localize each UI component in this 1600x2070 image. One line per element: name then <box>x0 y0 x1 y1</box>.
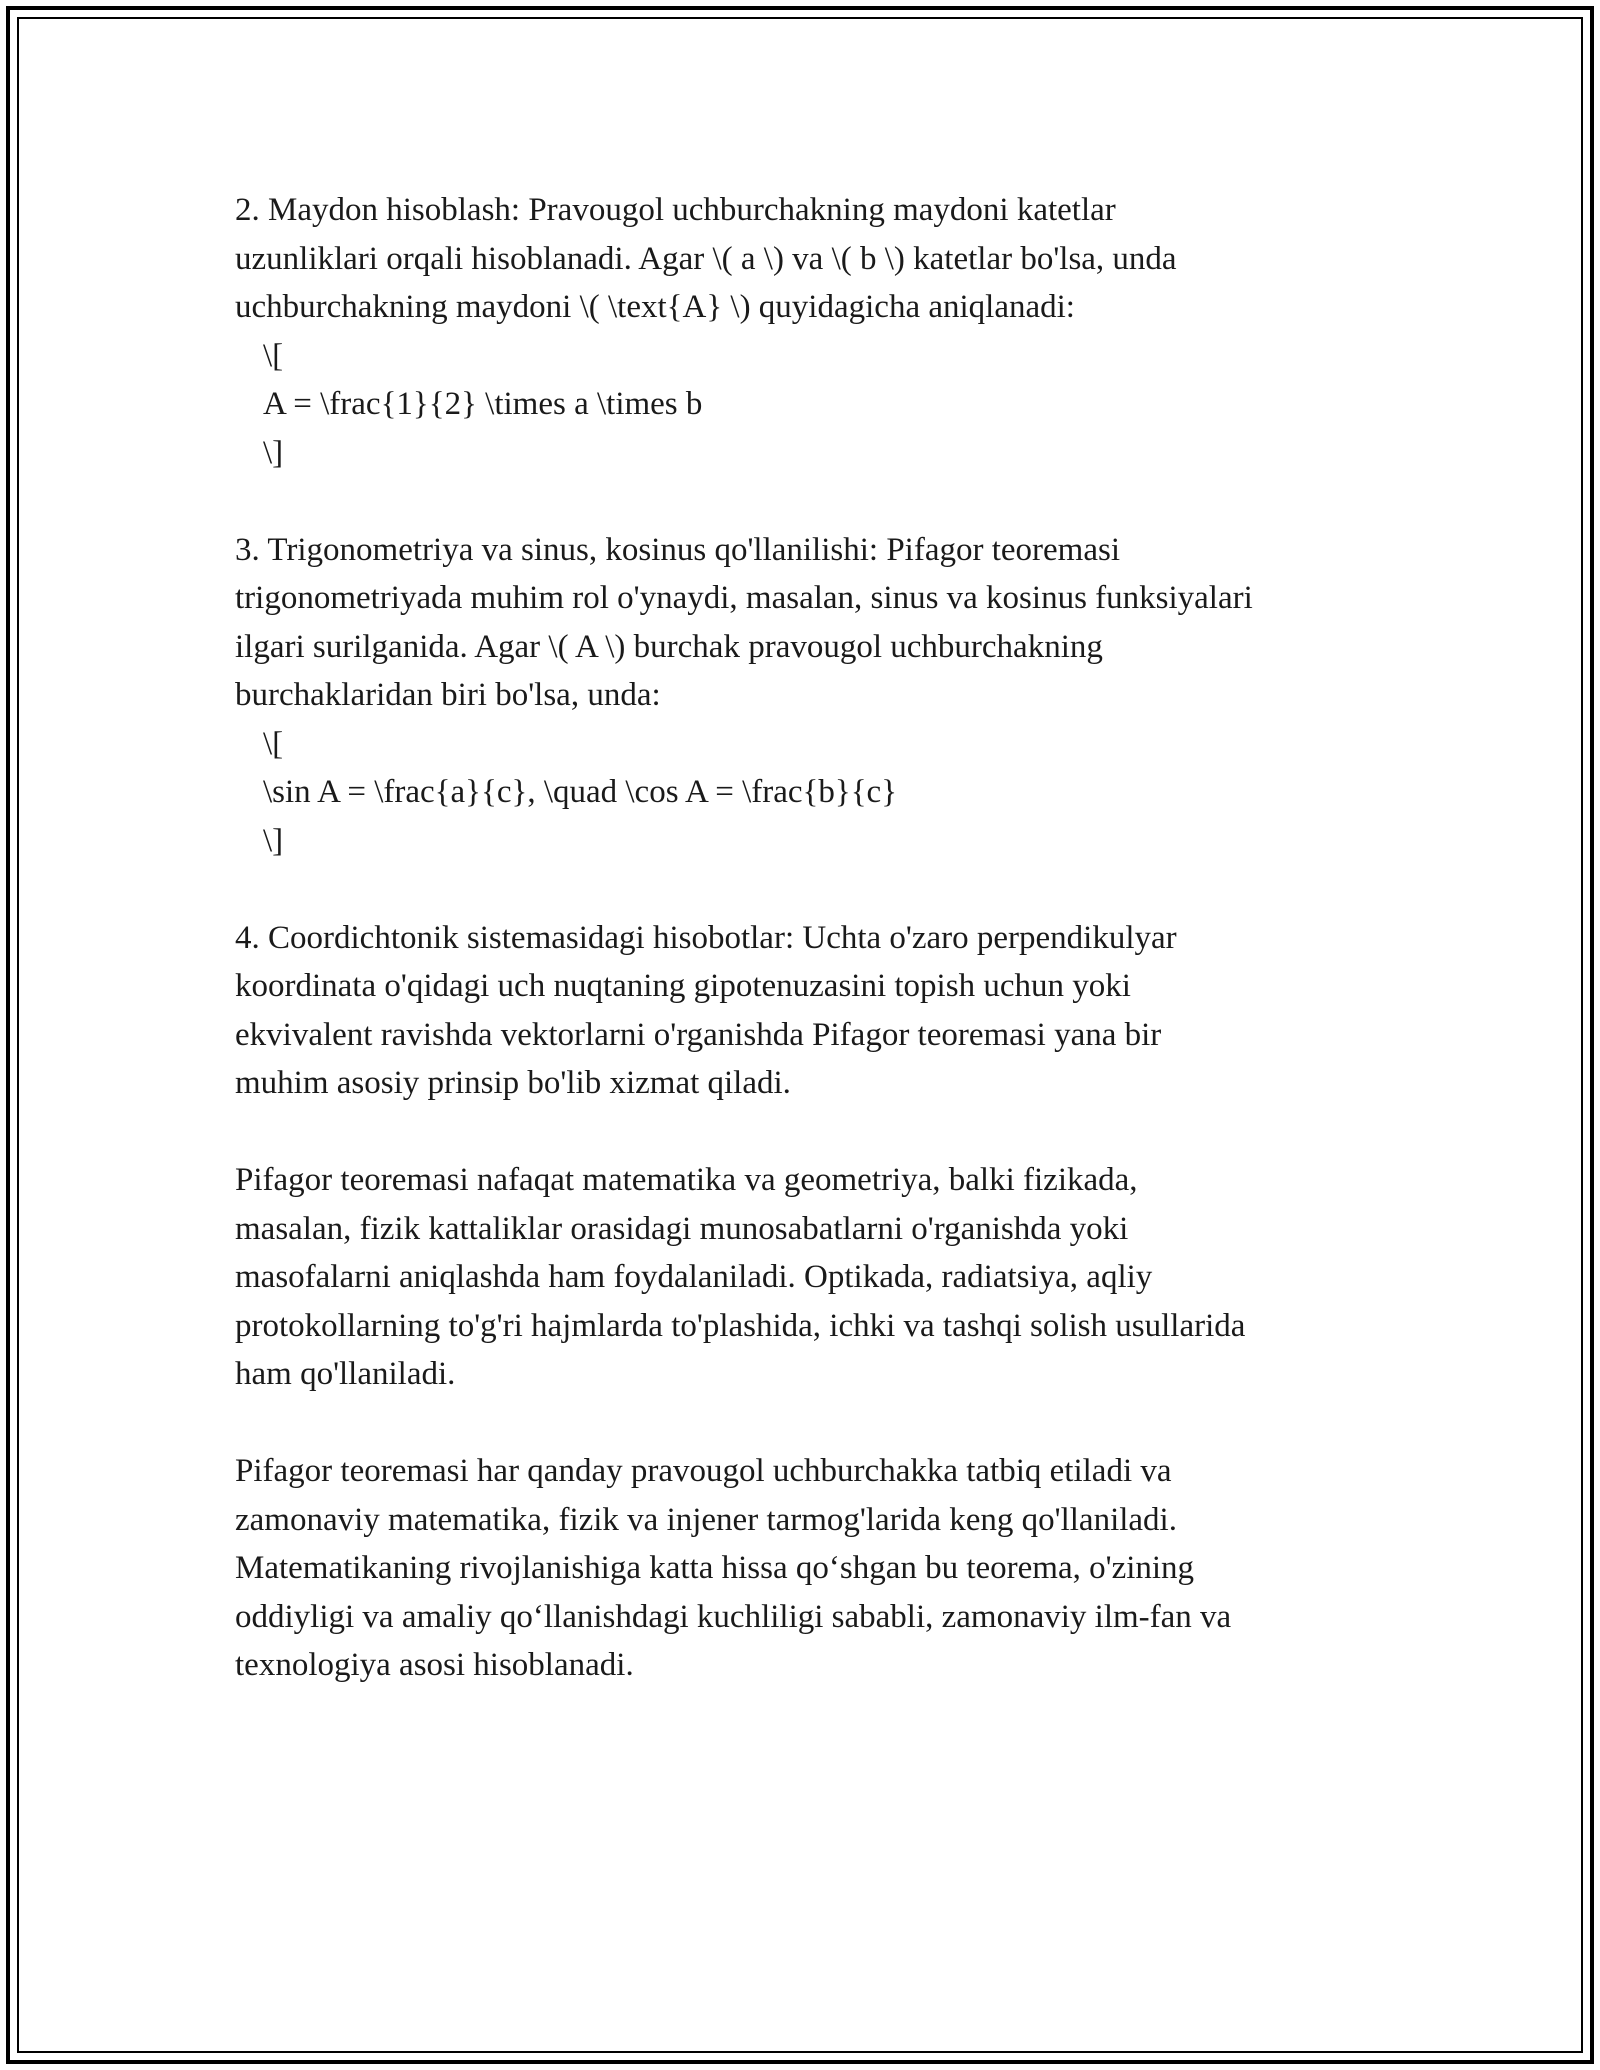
text-line: burchaklaridan biri bo'lsa, unda: <box>235 677 661 713</box>
text-line: 4. Coordichtonik sistemasidagi hisobotlar: Uchta o'zaro perpendikulyar <box>235 919 1177 956</box>
text-line: Matematikaning rivojlanishiga katta hissa qo‘shgan bu teorema, o'zining <box>235 1550 1195 1586</box>
text-line: koordinata o'qidagi uch nuqtaning gipotenuzasini topish uchun yoki <box>235 968 1131 1004</box>
text-line: Pifagor teoremasi nafaqat matematika va geometriya, balki fizikada, <box>235 1162 1138 1198</box>
text-line: uchburchakning maydoni \( \text{A} \) quyidagicha aniqlanadi: <box>235 289 1075 325</box>
text-line: ham qo'llaniladi. <box>235 1356 456 1392</box>
text-line: zamonaviy matematika, fizik va injener tarmog'larida keng qo'llaniladi. <box>235 1501 1177 1538</box>
text-line: Pifagor teoremasi har qanday pravougol uchburchakka tatbiq etiladi va <box>235 1453 1172 1489</box>
text-line: masalan, fizik kattaliklar orasidagi munosabatlarni o'rganishda yoki <box>235 1210 1129 1247</box>
text-line: protokollarning to'g'ri hajmlarda to'plashida, ichki va tashqi solish usullarida <box>235 1307 1246 1344</box>
formula-open: \[ <box>263 725 284 762</box>
formula-close: \] <box>263 822 284 859</box>
text-line: ekvivalent ravishda vektorlarni o'rganishda Pifagor teoremasi yana bir <box>235 1016 1162 1053</box>
text-line: ilgari surilganida. Agar \( A \) burchak pravougol uchburchakning <box>235 628 1103 665</box>
paragraph-conclusion <box>235 1447 1385 1690</box>
text-line: 3. Trigonometriya va sinus, kosinus qo'llanilishi: Pifagor teoremasi <box>235 531 1120 568</box>
text-line: masofalarni aniqlashda ham foydalaniladi. Optikada, radiatsiya, aqliy <box>235 1259 1153 1295</box>
paragraph-physics-applications <box>235 1156 1385 1399</box>
formula-open: \[ <box>263 337 284 374</box>
text-line: texnologiya asosi hisoblanadi. <box>235 1647 634 1683</box>
text-line: trigonometriyada muhim rol o'ynaydi, masalan, sinus va kosinus funksiyalari <box>235 580 1253 616</box>
document-body <box>235 186 1385 1738</box>
text-line: 2. Maydon hisoblash: Pravougol uchburchakning maydoni katetlar <box>235 192 1116 228</box>
section-trigonometry <box>235 526 1385 866</box>
section-area-calculation <box>235 186 1385 477</box>
formula-area: A = \frac{1}{2} \times a \times b <box>263 386 703 422</box>
text-line: uzunliklari orqali hisoblanadi. Agar \( a \) va \( b \) katetlar bo'lsa, unda <box>235 240 1177 277</box>
text-line: oddiyligi va amaliy qo‘llanishdagi kuchliligi sababli, zamonaviy ilm-fan va <box>235 1598 1232 1635</box>
section-coordinate-system <box>235 914 1385 1108</box>
formula-sin-cos: \sin A = \frac{a}{c}, \quad \cos A = \frac{b}{c} <box>263 774 898 810</box>
text-line: muhim asosiy prinsip bo'lib xizmat qiladi. <box>235 1065 791 1101</box>
formula-close: \] <box>263 434 284 471</box>
